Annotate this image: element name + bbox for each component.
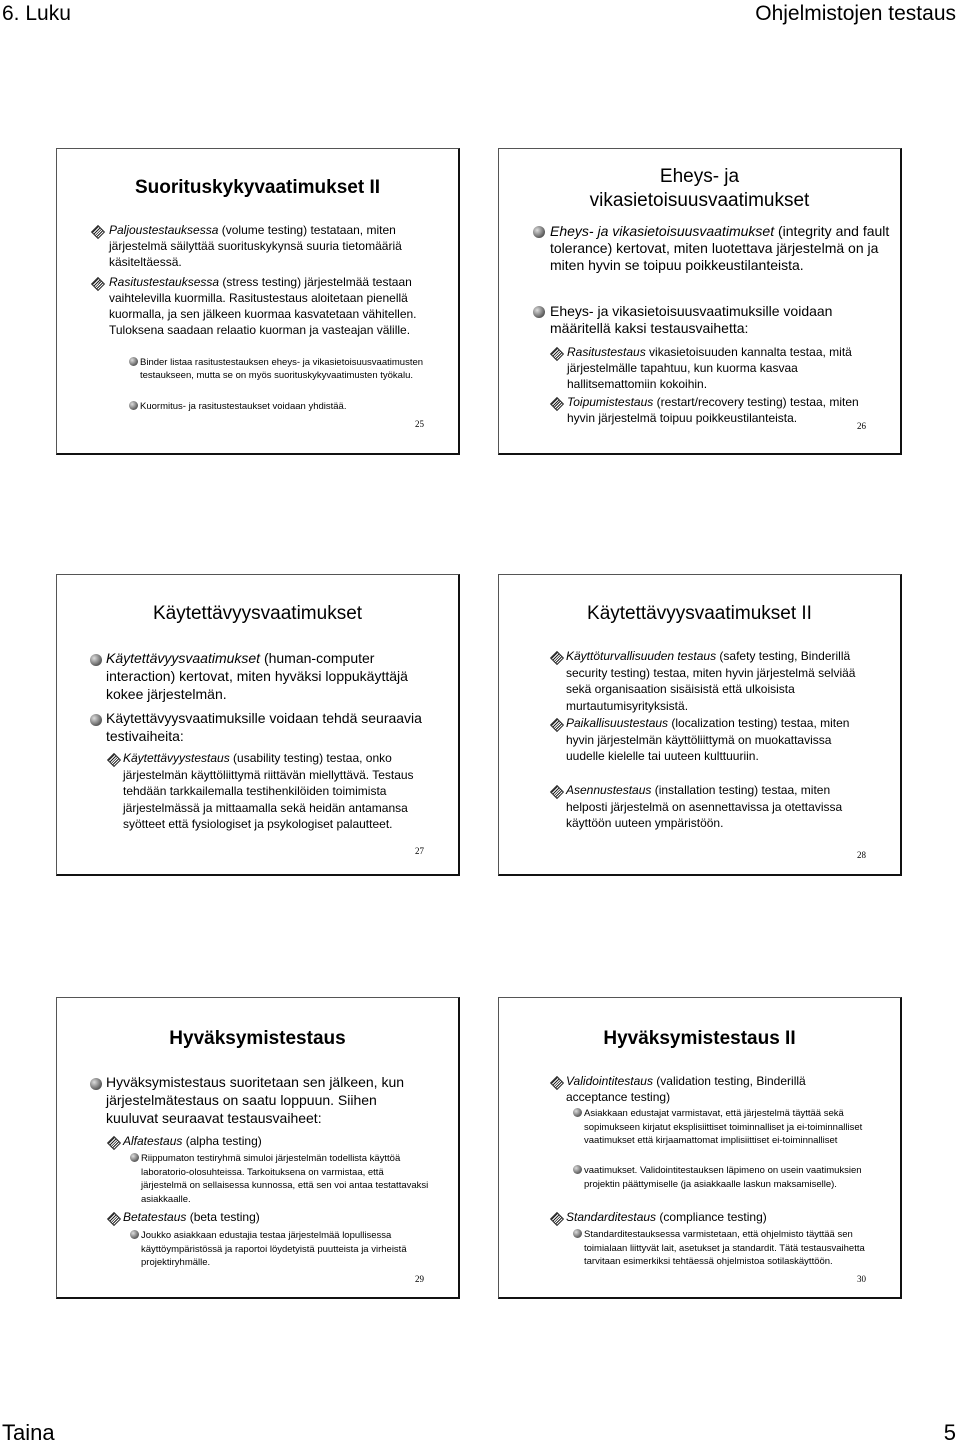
slide-25 [56, 148, 460, 455]
ball-bullet-icon [573, 1165, 582, 1179]
diamond-bullet-icon [93, 225, 103, 241]
diamond-bullet-icon [109, 753, 119, 770]
slide-title: Hyväksymistestaus II [603, 1028, 796, 1049]
ball-bullet-icon [573, 1108, 582, 1122]
list-item: Rasitustestauksessa (stress testing) järjestelmää testaan vaihtelevilla kuormilla. Rasitustestaus aloitetaan pienellä kuormalla, ja sen jälkeen kuormaa kasvatetaan vähitellen. Tuloksena saadaan relaatio kuorman ja vasteajan välille. [109, 274, 439, 338]
slide-number: 25 [415, 419, 424, 429]
slide-30 [498, 997, 902, 1299]
list-item: Paljoustestauksessa (volume testing) testataan, miten järjestelmä säilyttää suorituskykynsä suuria tietomääriä käsiteltäessä. [109, 222, 439, 270]
list-item: Asennustestaus (installation testing) testaa, miten helposti järjestelmä on asennettavissa ja otettavissa käyttöön uuteen ympäristöön. [566, 782, 866, 832]
ball-bullet-icon [130, 1230, 139, 1244]
slide-number: 29 [415, 1274, 424, 1284]
list-item: Hyväksymistestaus suoritetaan sen jälkeen, kun järjestelmätestaus on saatu loppuun. Siihen kuuluvat seuraavat testausvaiheet: [106, 1073, 426, 1127]
list-item: Validointitestaus (validation testing, Binderillä acceptance testing) [566, 1073, 866, 1105]
list-item: Paikallisuustestaus (localization testing) testaa, miten hyvin järjestelmän käyttöliittymä on muokattavissa uudelle kielelle tai uuteen kulttuuriin. [566, 715, 866, 765]
ball-bullet-icon [533, 225, 545, 242]
slide-title: Eheys- ja vikasietoisuusvaatimukset [589, 166, 810, 211]
list-item: Betatestaus (beta testing) [123, 1209, 423, 1225]
slide-title: Käytettävyysvaatimukset II [587, 603, 812, 624]
diamond-bullet-icon [109, 1136, 119, 1152]
list-item: Riippumaton testiryhmä simuloi järjestelmän todellista käyttöä laboratorio-olosuhteissa. Tarkoituksena on varmistaa, että järjestelmä on sellaisessa kunnossa, että sen voi antaa testattavaksi asiakkaalle. [141, 1152, 431, 1206]
diamond-bullet-icon [109, 1212, 119, 1228]
list-item: Eheys- ja vikasietoisuusvaatimuksille voidaan määritellä kaksi testausvaihetta: [550, 303, 890, 337]
slide-29 [56, 997, 460, 1299]
list-item: Alfatestaus (alpha testing) [123, 1133, 423, 1149]
list-item: Joukko asiakkaan edustajia testaa järjestelmää lopullisessa käyttöympäristössä ja raportoi löydetyistä puutteista ja virheistä projektiryhmälle. [141, 1229, 431, 1270]
ball-bullet-icon [130, 1153, 139, 1167]
list-item: Käytettävyystestaus (usability testing) testaa, onko järjestelmän käyttöliittymä riittävän miellyttävä. Testaus tehdään tarkkailemalla testihenkilöiden toimimista järjestelmässä ja mittaamalla sekä heidän antamansa syötteet että fysiologiset ja psykologiset palautteet. [123, 750, 423, 833]
ball-bullet-icon [129, 401, 138, 414]
diamond-bullet-icon [552, 1212, 562, 1228]
list-item: Asiakkaan edustajat varmistavat, että järjestelmä täyttää sekä sopimukseen kirjatut eksplisiittiset toiminnalliset ja ei-toiminnalliset vaatimukset että kirjaamattomat implisiittiset ei-toiminnalliset [584, 1107, 874, 1148]
slide-27 [56, 574, 460, 876]
list-item: Binder listaa rasitustestauksen eheys- ja vikasietoisuusvaatimusten testaukseen, mutta se on myös suorituskykyvaatimusten työkalu. [140, 356, 440, 382]
diamond-bullet-icon [552, 347, 562, 363]
list-item: Standarditestauksessa varmistetaan, että ohjelmisto täyttää sen toimialaan liittyvät lait, asetukset ja standardit. Tätä testausvaihetta tarvitaan esimerkiksi tehtäessä ohjelmistoa sotilaskäyttöön. [584, 1228, 874, 1269]
ball-bullet-icon [90, 1076, 102, 1094]
ball-bullet-icon [90, 652, 102, 670]
slide-number: 30 [857, 1274, 866, 1284]
ball-bullet-icon [573, 1229, 582, 1243]
slide-title: Käytettävyysvaatimukset [152, 603, 363, 624]
list-item: vaatimukset. Validointitestauksen läpimeno on usein vaatimuksien projektin päättymiselle (ja asiakkaalle laskun maksamiselle). [584, 1164, 874, 1191]
page-footer-author: Taina [2, 1420, 55, 1445]
diamond-bullet-icon [552, 397, 562, 413]
slide-title: Hyväksymistestaus [169, 1028, 346, 1049]
diamond-bullet-icon [552, 651, 562, 668]
list-item: Käyttöturvallisuuden testaus (safety testing, Binderillä security testing) testaa, miten hyvin järjestelmä selviää sekä organisaation sisäisistä että ulkoisista murtautumisyrityksistä. [566, 648, 866, 714]
ball-bullet-icon [533, 305, 545, 322]
list-item: Toipumistestaus (restart/recovery testing) testaa, miten hyvin järjestelmä toipuu poikkeustilanteista. [567, 394, 877, 426]
slide-title: Suorituskykyvaatimukset II [135, 177, 380, 198]
diamond-bullet-icon [552, 718, 562, 735]
slide-26 [498, 148, 902, 455]
page-footer-number: 5 [943, 1420, 956, 1445]
page-header-chapter: 6. Luku [2, 2, 71, 25]
diamond-bullet-icon [93, 277, 103, 293]
slide-28 [498, 574, 902, 876]
diamond-bullet-icon [552, 1076, 562, 1092]
list-item: Käytettävyysvaatimuksille voidaan tehdä seuraavia testivaiheita: [106, 709, 426, 745]
page-header-title: Ohjelmistojen testaus [755, 2, 956, 25]
slide-number: 26 [857, 421, 866, 431]
list-item: Standarditestaus (compliance testing) [566, 1209, 866, 1225]
list-item: Kuormitus- ja rasitustestaukset voidaan yhdistää. [140, 400, 440, 413]
slide-number: 27 [415, 846, 424, 856]
list-item: Eheys- ja vikasietoisuusvaatimukset (integrity and fault tolerance) kertovat, miten luotettava järjestelmä on ja miten hyvin se toipuu poikkeustilanteista. [550, 223, 890, 274]
ball-bullet-icon [90, 712, 102, 730]
list-item: Käytettävyysvaatimukset (human-computer interaction) kertovat, miten hyväksi loppukäyttäjä kokee järjestelmän. [106, 649, 426, 703]
ball-bullet-icon [129, 357, 138, 370]
diamond-bullet-icon [552, 785, 562, 802]
list-item: Rasitustestaus vikasietoisuuden kannalta testaa, mitä järjestelmälle tapahtuu, kun kuorma kasvaa hallitsemattomiin kokoihin. [567, 344, 877, 392]
slide-number: 28 [857, 850, 866, 860]
